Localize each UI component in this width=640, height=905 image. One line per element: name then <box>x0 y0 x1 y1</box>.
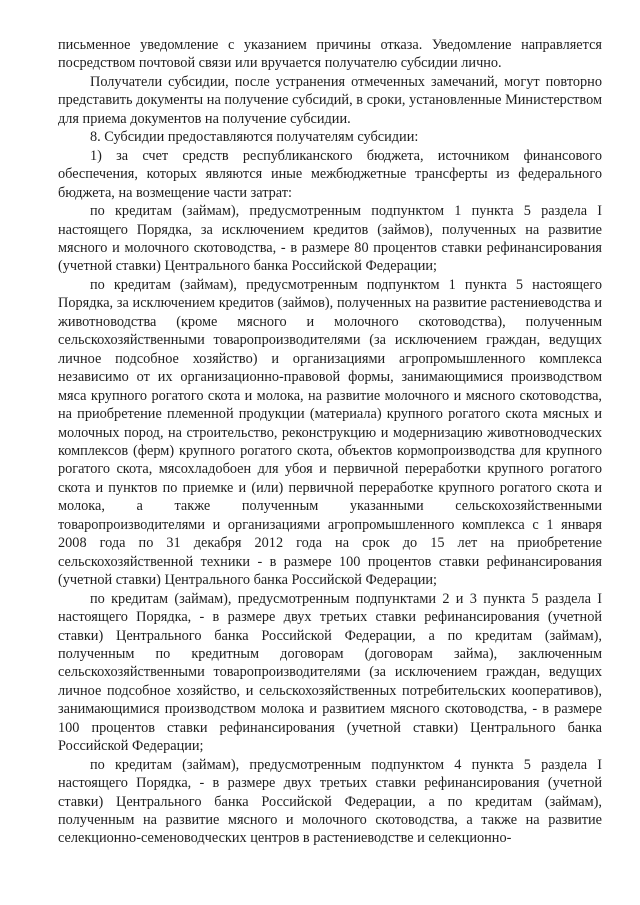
document-page <box>58 36 602 848</box>
paragraph-clause-8: 8. Субсидии предоставляются получателям субсидии: <box>90 129 419 146</box>
paragraph-subclause-1: 1) за счет средств республиканского бюджета, источником финансового обеспечения, которых являются иные межбюджетные трансферты из федерального бюджета, на возмещение части затрат: <box>58 147 602 201</box>
paragraph-subpoint-1-80-percent: по кредитам (займам), предусмотренным подпунктом 1 пункта 5 раздела I настоящего Порядка, за исключением кредитов (займов), полученных на развитие мясного и молочного скотоводства, - в размере 80 процентов ставки рефинансирования (учетной ставки) Центрального банка Российской Федерации; <box>58 203 602 275</box>
paragraph-subpoints-2-3: по кредитам (займам), предусмотренным подпунктами 2 и 3 пункта 5 раздела I настоящего Порядка, - в размере двух третьих ставки рефинансирования (учетной ставки) Центрального банка Российской Федерации, а по кредитам (займам), полученным по кредитным договорам (договорам займа), заключенным сельскохозяйственными товаропроизводителями (за исключением граждан, ведущих личное подсобное хозяйство, и сельскохозяйственных потребительских кооперативов), занимающимися производством молока и развитием мясного скотоводства, - в размере 100 процентов ставки рефинансирования (учетной ставки) Центрального банка Российской Федерации; <box>58 590 602 755</box>
paragraph-resubmission: Получатели субсидии, после устранения отмеченных замечаний, могут повторно представить документы на получение субсидий, в сроки, установленные Министерством для приема документов на получение субсидии. <box>58 73 602 127</box>
paragraph-subpoint-1-100-percent: по кредитам (займам), предусмотренным подпунктом 1 пункта 5 настоящего Порядка, за исключением кредитов (займов), полученных на развитие растениеводства и животноводства (кроме мясного и молочного скотоводства), полученным сельскохозяйственными товаропроизводителями (за исключением граждан, ведущих личное подсобное хозяйство) и организациями агропромышленного комплекса независимо от их организационно-правовой формы, занимающимися производством мяса крупного рогатого скота и молока, на развитие молочного и мясного скотоводства, на приобретение племенной продукции (материала) крупного рогатого скота мясных и молочных пород, на строительство, реконструкцию и модернизацию животноводческих комплексов (ферм) крупного рогатого скота, объектов кормопроизводства для крупного рогатого скота, мясохладобоен для убоя и первичной переработки крупного рогатого скота и пунктов по приемке и (или) первичной переработке крупного рогатого скота и молока, а также полученным указанными сельскохозяйственными товаропроизводителями и организациями агропромышленного комплекса с 1 января 2008 года по 31 декабря 2012 года на срок до 15 лет на приобретение сельскохозяйственной техники - в размере 100 процентов ставки рефинансирования (учетной ставки) Центрального банка Российской Федерации; <box>58 276 602 589</box>
paragraph-rejection-notice: письменное уведомление с указанием причины отказа. Уведомление направляется посредством почтовой связи или вручается получателю субсидии лично. <box>58 37 602 72</box>
paragraph-subpoint-4: по кредитам (займам), предусмотренным подпунктом 4 пункта 5 раздела I настоящего Порядка, - в размере двух третьих ставки рефинансирования (учетной ставки) Центрального банка Российской Федерации, а по кредитам (займам), полученным на развитие мясного и молочного скотоводства, а также на развитие селекционно-семеноводческих центров в растениеводстве и селекционно- <box>58 756 602 847</box>
